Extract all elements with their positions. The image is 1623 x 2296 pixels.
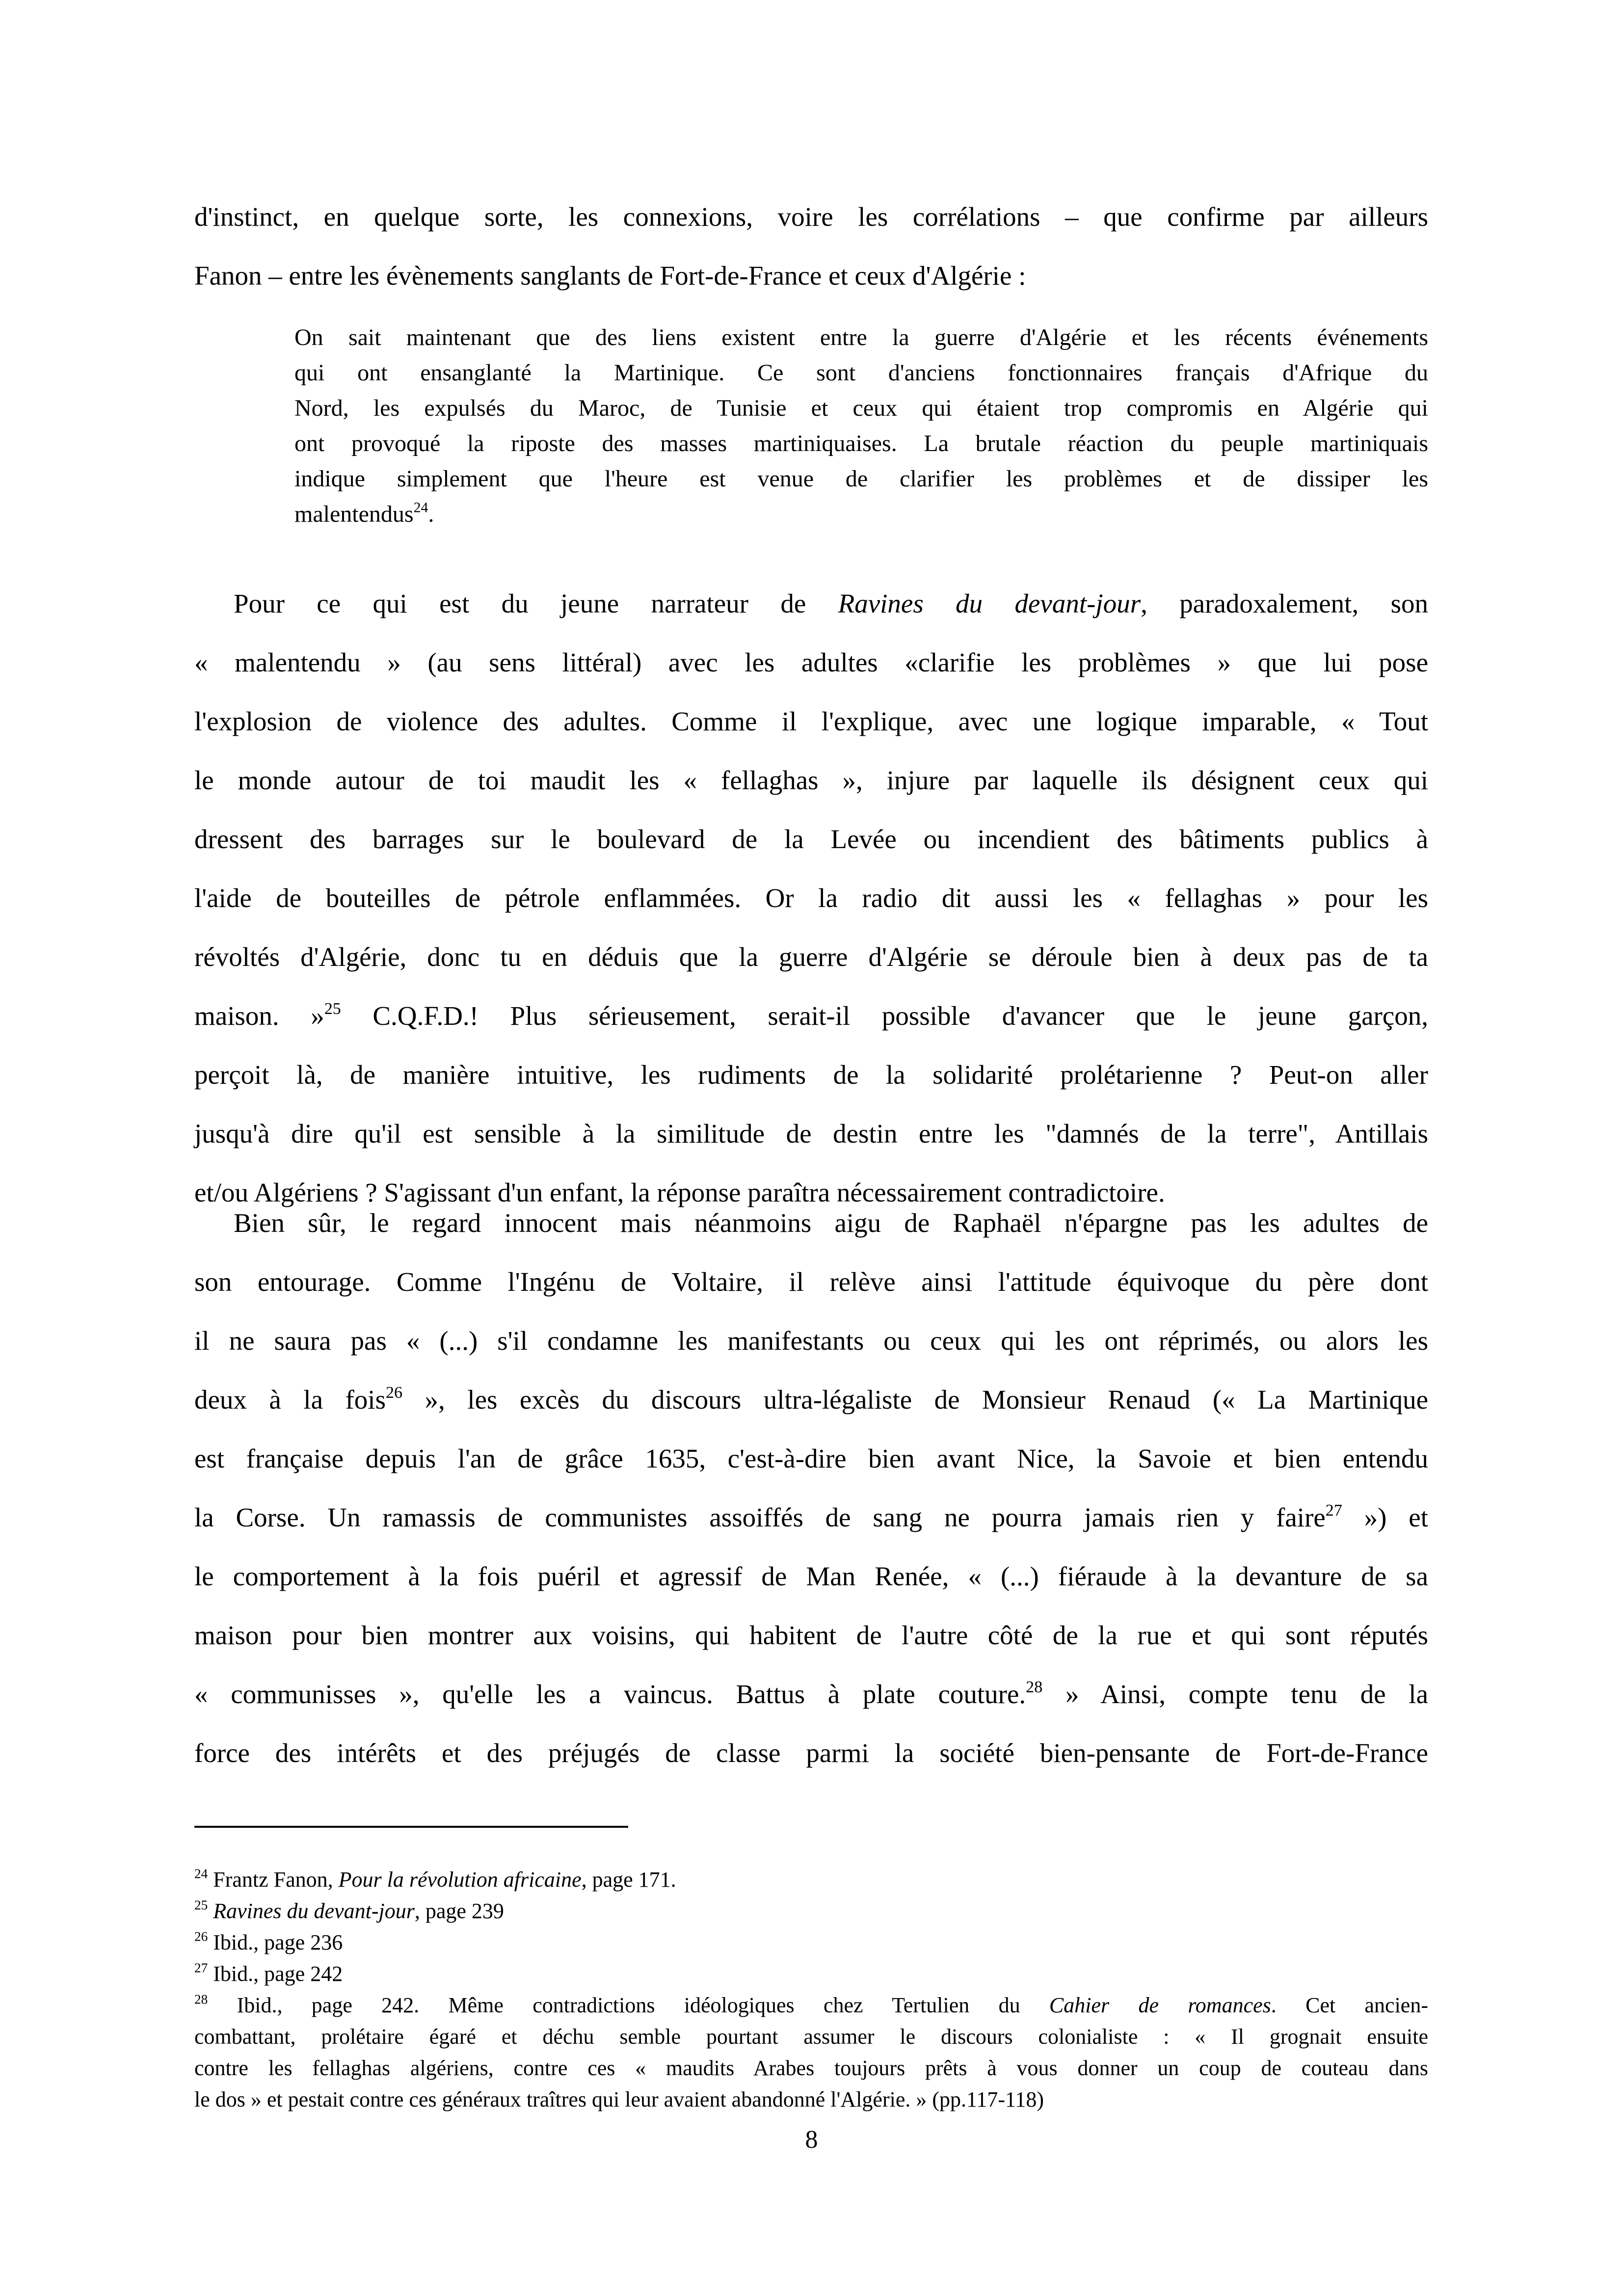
text-line: révoltés d'Algérie, donc tu en déduis que la guerre d'Algérie se déroule bien à deux pas de ta — [194, 942, 1428, 972]
footnote-line: contre les fellaghas algériens, contre ces « maudits Arabes toujours prêts à vous donner un coup de couteau dans — [194, 2056, 1428, 2080]
block-quote — [294, 320, 1428, 532]
text-line: perçoit là, de manière intuitive, les rudiments de la solidarité prolétarienne ? Peut-on aller — [194, 1060, 1428, 1090]
text-line: il ne saura pas « (...) s'il condamne les manifestants ou ceux qui les ont réprimés, ou alors les — [194, 1326, 1428, 1356]
text-line: d'instinct, en quelque sorte, les connexions, voire les corrélations – que confirme par ailleurs — [194, 202, 1428, 232]
footnote-line: combattant, prolétaire égaré et déchu semble pourtant assumer le discours colonialiste : « Il grognait ensuite — [194, 2025, 1428, 2049]
footnote-ref: 25 — [324, 999, 341, 1018]
footnote-ref: 28 — [1026, 1678, 1043, 1696]
quote-line: On sait maintenant que des liens existent entre la guerre d'Algérie et les récents événements — [294, 324, 1428, 350]
quote-line: indique simplement que l'heure est venue de clarifier les problèmes et de dissiper les — [294, 466, 1428, 492]
paragraph-1 — [194, 574, 1428, 1222]
page-number: 8 — [805, 2126, 818, 2154]
paragraph-2 — [194, 1194, 1428, 1783]
text-line: jusqu'à dire qu'il est sensible à la similitude de destin entre les "damnés de la terre", Antillais — [194, 1119, 1428, 1148]
intro-paragraph — [194, 187, 1428, 305]
footnote-28: $^{28}$ Ibid., page 242. Même contradictions idéologiques chez Tertulien du Cahier de romances. Cet ancien- — [194, 1992, 1428, 2017]
text-line: Bien sûr, le regard innocent mais néanmoins aigu de Raphaël n'épargne pas les adultes de — [234, 1208, 1428, 1238]
text-line: Pour ce qui est du jeune narrateur de Ravines du devant-jour, paradoxalement, son — [234, 588, 1428, 618]
text-line: le comportement à la fois puéril et agressif de Man Renée, « (...) fiéraude à la devanture de sa — [194, 1561, 1428, 1591]
text-line: Fanon – entre les évènements sanglants de Fort-de-France et ceux d'Algérie : — [194, 261, 1026, 291]
text-line: le monde autour de toi maudit les « fellaghas », injure par laquelle ils désignent ceux qui — [194, 765, 1428, 795]
text-line: deux à la fois$^{26}$ », les excès du discours ultra-légaliste de Monsieur Renaud (« La Martinique — [194, 1383, 1429, 1415]
text-line: la Corse. Un ramassis de communistes assoiffés de sang ne pourra jamais rien y faire$^{27}$ ») et — [194, 1501, 1428, 1532]
text-line: l'aide de bouteilles de pétrole enflammées. Or la radio dit aussi les « fellaghas » pour les — [194, 883, 1428, 913]
footnote-27: $^{27}$ Ibid., page 242 — [194, 1960, 343, 1986]
footnote-ref: 27 — [1325, 1501, 1342, 1520]
footnote-25: $^{25}$ Ravines du devant-jour, page 239 — [194, 1897, 504, 1923]
footnote-26: $^{26}$ Ibid., page 236 — [194, 1929, 343, 1954]
text-line: force des intérêts et des préjugés de classe parmi la société bien-pensante de Fort-de-France — [194, 1738, 1428, 1768]
text-line: maison. »$^{25}$ C.Q.F.D.! Plus sérieusement, serait-il possible d'avancer que le jeune garçon, — [194, 999, 1428, 1031]
quote-line: malentendus$^{24}$. — [294, 499, 434, 527]
text-line: son entourage. Comme l'Ingénu de Voltaire, il relève ainsi l'attitude équivoque du père dont — [194, 1267, 1428, 1297]
quote-line: Nord, les expulsés du Maroc, de Tunisie et ceux qui étaient trop compromis en Algérie qui — [294, 395, 1428, 421]
text-line: l'explosion de violence des adultes. Comme il l'explique, avec une logique imparable, « Tout — [194, 706, 1428, 736]
text-line: maison pour bien montrer aux voisins, qui habitent de l'autre côté de la rue et qui sont réputés — [194, 1620, 1428, 1650]
quote-line: ont provoqué la riposte des masses martiniquaises. La brutale réaction du peuple martiniquais — [294, 430, 1428, 456]
footnote-24: $^{24}$ Frantz Fanon, Pour la révolution africaine, page 171. — [194, 1866, 676, 1892]
footnote-line: le dos » et pestait contre ces généraux traîtres qui leur avaient abandonné l'Algérie. » (pp.117-118) — [194, 2087, 1044, 2111]
text-line: « malentendu » (au sens littéral) avec les adultes «clarifie les problèmes » que lui pose — [194, 647, 1428, 677]
footnote-ref: 24 — [413, 499, 428, 516]
text-line: est française depuis l'an de grâce 1635, c'est-à-dire bien avant Nice, la Savoie et bien entendu — [194, 1443, 1428, 1473]
footnote-separator — [194, 1826, 628, 1828]
footnote-ref: 26 — [385, 1383, 403, 1402]
text-line: et/ou Algériens ? S'agissant d'un enfant, la réponse paraîtra nécessairement contradictoire. — [194, 1177, 1165, 1207]
text-line: « communisses », qu'elle les a vaincus. Battus à plate couture.$^{28}$ » Ainsi, compte tenu de la — [194, 1678, 1428, 1709]
quote-line: qui ont ensanglanté la Martinique. Ce sont d'anciens fonctionnaires français d'Afrique du — [294, 360, 1428, 386]
text-line: dressent des barrages sur le boulevard de la Levée ou incendient des bâtiments publics à — [194, 824, 1428, 854]
footnotes — [194, 1864, 1428, 2115]
book-title: Ravines du devant-jour — [838, 588, 1141, 618]
